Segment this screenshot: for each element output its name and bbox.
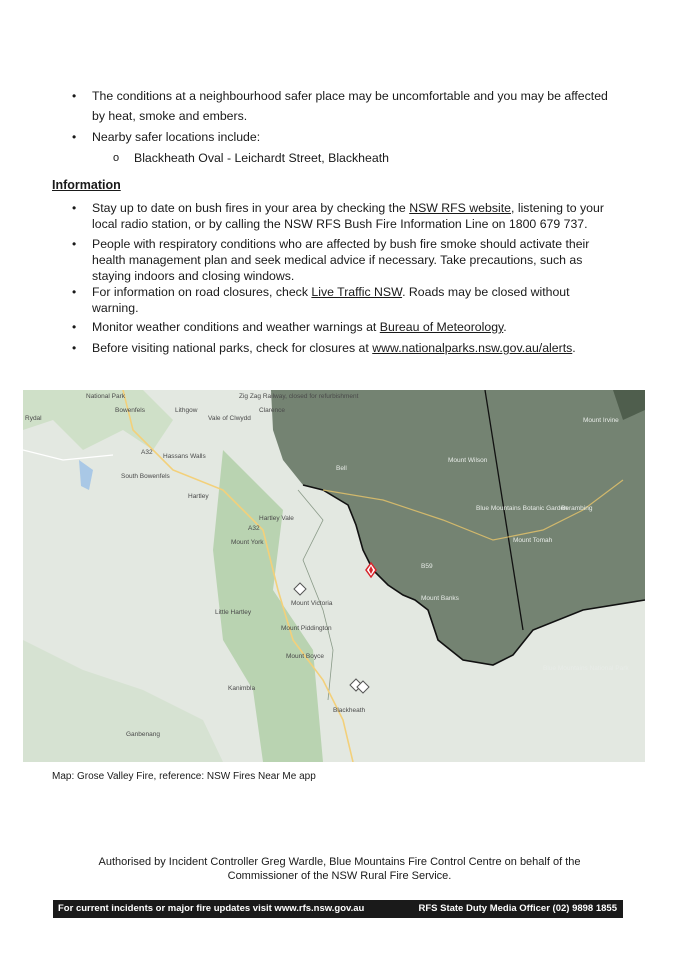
label-mount-irvine: Mount Irvine	[583, 417, 619, 424]
label-blue-mountains-np: Blue Mountains National Park	[543, 665, 629, 672]
bullet-text	[92, 88, 632, 124]
map-caption: Map: Grose Valley Fire, reference: NSW Fires Near Me app	[52, 771, 316, 782]
bullet-line: health management plan and seek medical advice if necessary. Take precautions, such as	[92, 253, 583, 267]
label-botanic-garden: Blue Mountains Botanic Garden	[476, 505, 568, 512]
text: , listening to your	[511, 201, 604, 215]
label-vale-of-clwydd: Vale of Clwydd	[208, 415, 251, 422]
bullet-marker: •	[72, 237, 77, 251]
label-road-b59: B59	[421, 563, 433, 570]
text: .	[572, 341, 576, 355]
bullet-line: Nearby safer locations include:	[92, 130, 261, 144]
footer-media-officer-text: RFS State Duty Media Officer (02) 9898 1855	[418, 903, 617, 914]
bullet-marker: •	[72, 285, 77, 299]
bullet-line: warning.	[92, 301, 139, 315]
text: .	[503, 320, 507, 334]
footer-bar	[53, 900, 623, 918]
label-road-a32: A32	[248, 525, 260, 532]
label-railway: Zig Zag Railway, closed for refurbishment	[239, 393, 359, 400]
text: Monitor weather conditions and weather warnings at	[92, 320, 380, 334]
bureau-of-meteorology-link[interactable]: Bureau of Meteorology	[379, 320, 504, 334]
bullet-marker: •	[72, 201, 77, 215]
bullet-line: by heat, smoke and embers.	[92, 109, 248, 123]
bullet-line: local radio station, or by calling the NSW RFS Bush Fire Information Line on 1800 679 737.	[92, 217, 588, 231]
authorisation-line-1: Authorised by Incident Controller Greg Wardle, Blue Mountains Fire Control Centre on behalf of the	[98, 856, 581, 868]
bullet-line: People with respiratory conditions who are affected by bush fire smoke should activate their	[92, 237, 590, 251]
info-bullet-website	[92, 200, 632, 232]
label-little-hartley: Little Hartley	[215, 609, 252, 616]
bullet-text	[92, 129, 632, 145]
bullet-marker: •	[72, 89, 77, 103]
label-mount-banks: Mount Banks	[421, 595, 459, 602]
info-bullet-road-closures	[92, 284, 632, 316]
label-hartley-vale: Hartley Vale	[259, 515, 294, 522]
label-mount-boyce: Mount Boyce	[286, 653, 324, 660]
live-traffic-nsw-link[interactable]: Live Traffic NSW	[311, 285, 403, 299]
label-berambing: Berambing	[561, 505, 593, 512]
footer-website-text[interactable]: For current incidents or major fire updates visit www.rfs.nsw.gov.au	[58, 903, 365, 914]
bullet-marker: •	[72, 130, 77, 144]
label-bell: Bell	[336, 465, 347, 472]
label-national-park: National Park	[86, 393, 126, 400]
label-rydal: Rydal	[25, 415, 42, 422]
label-mount-tomah: Mount Tomah	[513, 537, 553, 544]
bullet-line: The conditions at a neighbourhood safer place may be uncomfortable and you may be affected	[92, 89, 608, 103]
label-south-bowenfels: South Bowenfels	[121, 473, 170, 480]
label-mount-york: Mount York	[231, 539, 264, 546]
label-lithgow: Lithgow	[175, 407, 198, 414]
label-hartley: Hartley	[188, 493, 209, 500]
info-bullet-weather	[92, 319, 632, 335]
label-mount-victoria: Mount Victoria	[291, 600, 333, 607]
label-mount-piddington: Mount Piddington	[281, 625, 332, 632]
bullet-line	[92, 200, 632, 216]
sub-bullet-text: Blackheath Oval - Leichardt Street, Blackheath	[134, 151, 389, 165]
national-parks-alerts-link[interactable]: www.nationalparks.nsw.gov.au/alerts	[372, 341, 573, 355]
bullet-marker: •	[72, 320, 77, 334]
text: Stay up to date on bush fires in your area by checking the	[92, 201, 410, 215]
text: For information on road closures, check	[92, 285, 312, 299]
label-clarence: Clarence	[259, 407, 286, 414]
fire-map	[23, 390, 645, 762]
info-bullet-national-parks	[92, 340, 632, 356]
text: Before visiting national parks, check for closures at	[92, 341, 373, 355]
label-hassans-walls: Hassans Walls	[163, 453, 206, 460]
bullet-line: staying indoors and closing windows.	[92, 269, 295, 283]
text: . Roads may be closed without	[402, 285, 570, 299]
info-bullet-respiratory	[92, 236, 632, 284]
bullet-line	[92, 284, 632, 300]
sub-bullet-marker: o	[113, 152, 120, 164]
label-bowenfels: Bowenfels	[115, 407, 145, 414]
label-road-a32: A32	[141, 449, 153, 456]
authorisation-line-2: Commissioner of the NSW Rural Fire Service.	[227, 870, 452, 882]
map-svg	[23, 390, 645, 762]
label-kanimbla: Kanimbla	[228, 685, 256, 692]
nsw-rfs-website-link[interactable]: NSW RFS website	[409, 201, 511, 215]
label-ganbenang: Ganbenang	[126, 731, 160, 738]
label-mount-wilson: Mount Wilson	[448, 457, 488, 464]
bullet-marker: •	[72, 341, 77, 355]
information-heading: Information	[52, 178, 121, 192]
label-blackheath: Blackheath	[333, 707, 366, 714]
